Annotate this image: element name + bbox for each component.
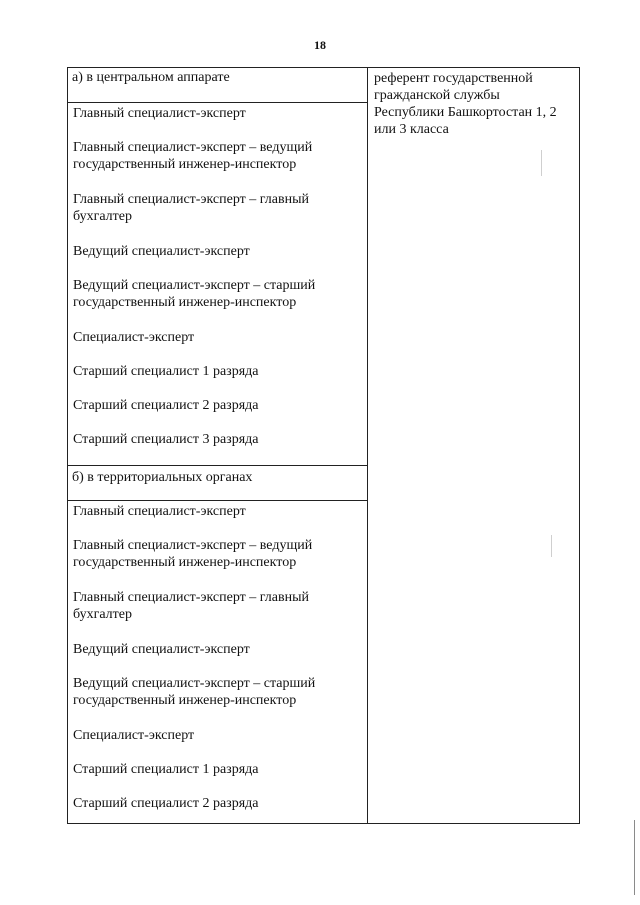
page-number: 18 [314, 38, 326, 52]
section-header-central: а) в центральном аппарате [72, 70, 230, 85]
scan-artifact [551, 535, 552, 557]
position-item: Главный специалист-эксперт – главный бухгалтер [73, 590, 310, 622]
section-header-territorial: б) в территориальных органах [72, 470, 253, 485]
position-item: Ведущий специалист-эксперт [73, 244, 250, 259]
position-item: Главный специалист-эксперт – ведущий государственный инженер-инспектор [73, 140, 313, 172]
positions-table [67, 67, 580, 824]
position-item: Старший специалист 1 разряда [73, 364, 259, 379]
position-item: Ведущий специалист-эксперт – старший государственный инженер-инспектор [73, 676, 316, 708]
positions-column [68, 68, 367, 823]
class-rank-cell: референт государственной гражданской службы Республики Башкортостан 1, 2 или 3 класса [374, 71, 557, 137]
position-list-territorial [68, 503, 367, 829]
row-divider [68, 102, 367, 103]
position-item: Главный специалист-эксперт – ведущий государственный инженер-инспектор [73, 538, 313, 570]
position-item: Старший специалист 3 разряда [73, 432, 259, 447]
position-item: Ведущий специалист-эксперт [73, 642, 250, 657]
scan-artifact [634, 820, 635, 895]
row-divider [68, 500, 367, 501]
position-list-central [68, 105, 367, 465]
position-item: Главный специалист-эксперт [73, 504, 246, 519]
scan-artifact [541, 150, 542, 176]
position-item: Главный специалист-эксперт – главный бухгалтер [73, 192, 310, 224]
row-divider [68, 465, 367, 466]
position-item: Ведущий специалист-эксперт – старший государственный инженер-инспектор [73, 278, 316, 310]
position-item: Старший специалист 2 разряда [73, 796, 259, 811]
position-item: Старший специалист 1 разряда [73, 762, 259, 777]
position-item: Старший специалист 2 разряда [73, 398, 259, 413]
position-item: Специалист-эксперт [73, 330, 195, 345]
position-item: Специалист-эксперт [73, 728, 195, 743]
position-item: Главный специалист-эксперт [73, 106, 246, 121]
